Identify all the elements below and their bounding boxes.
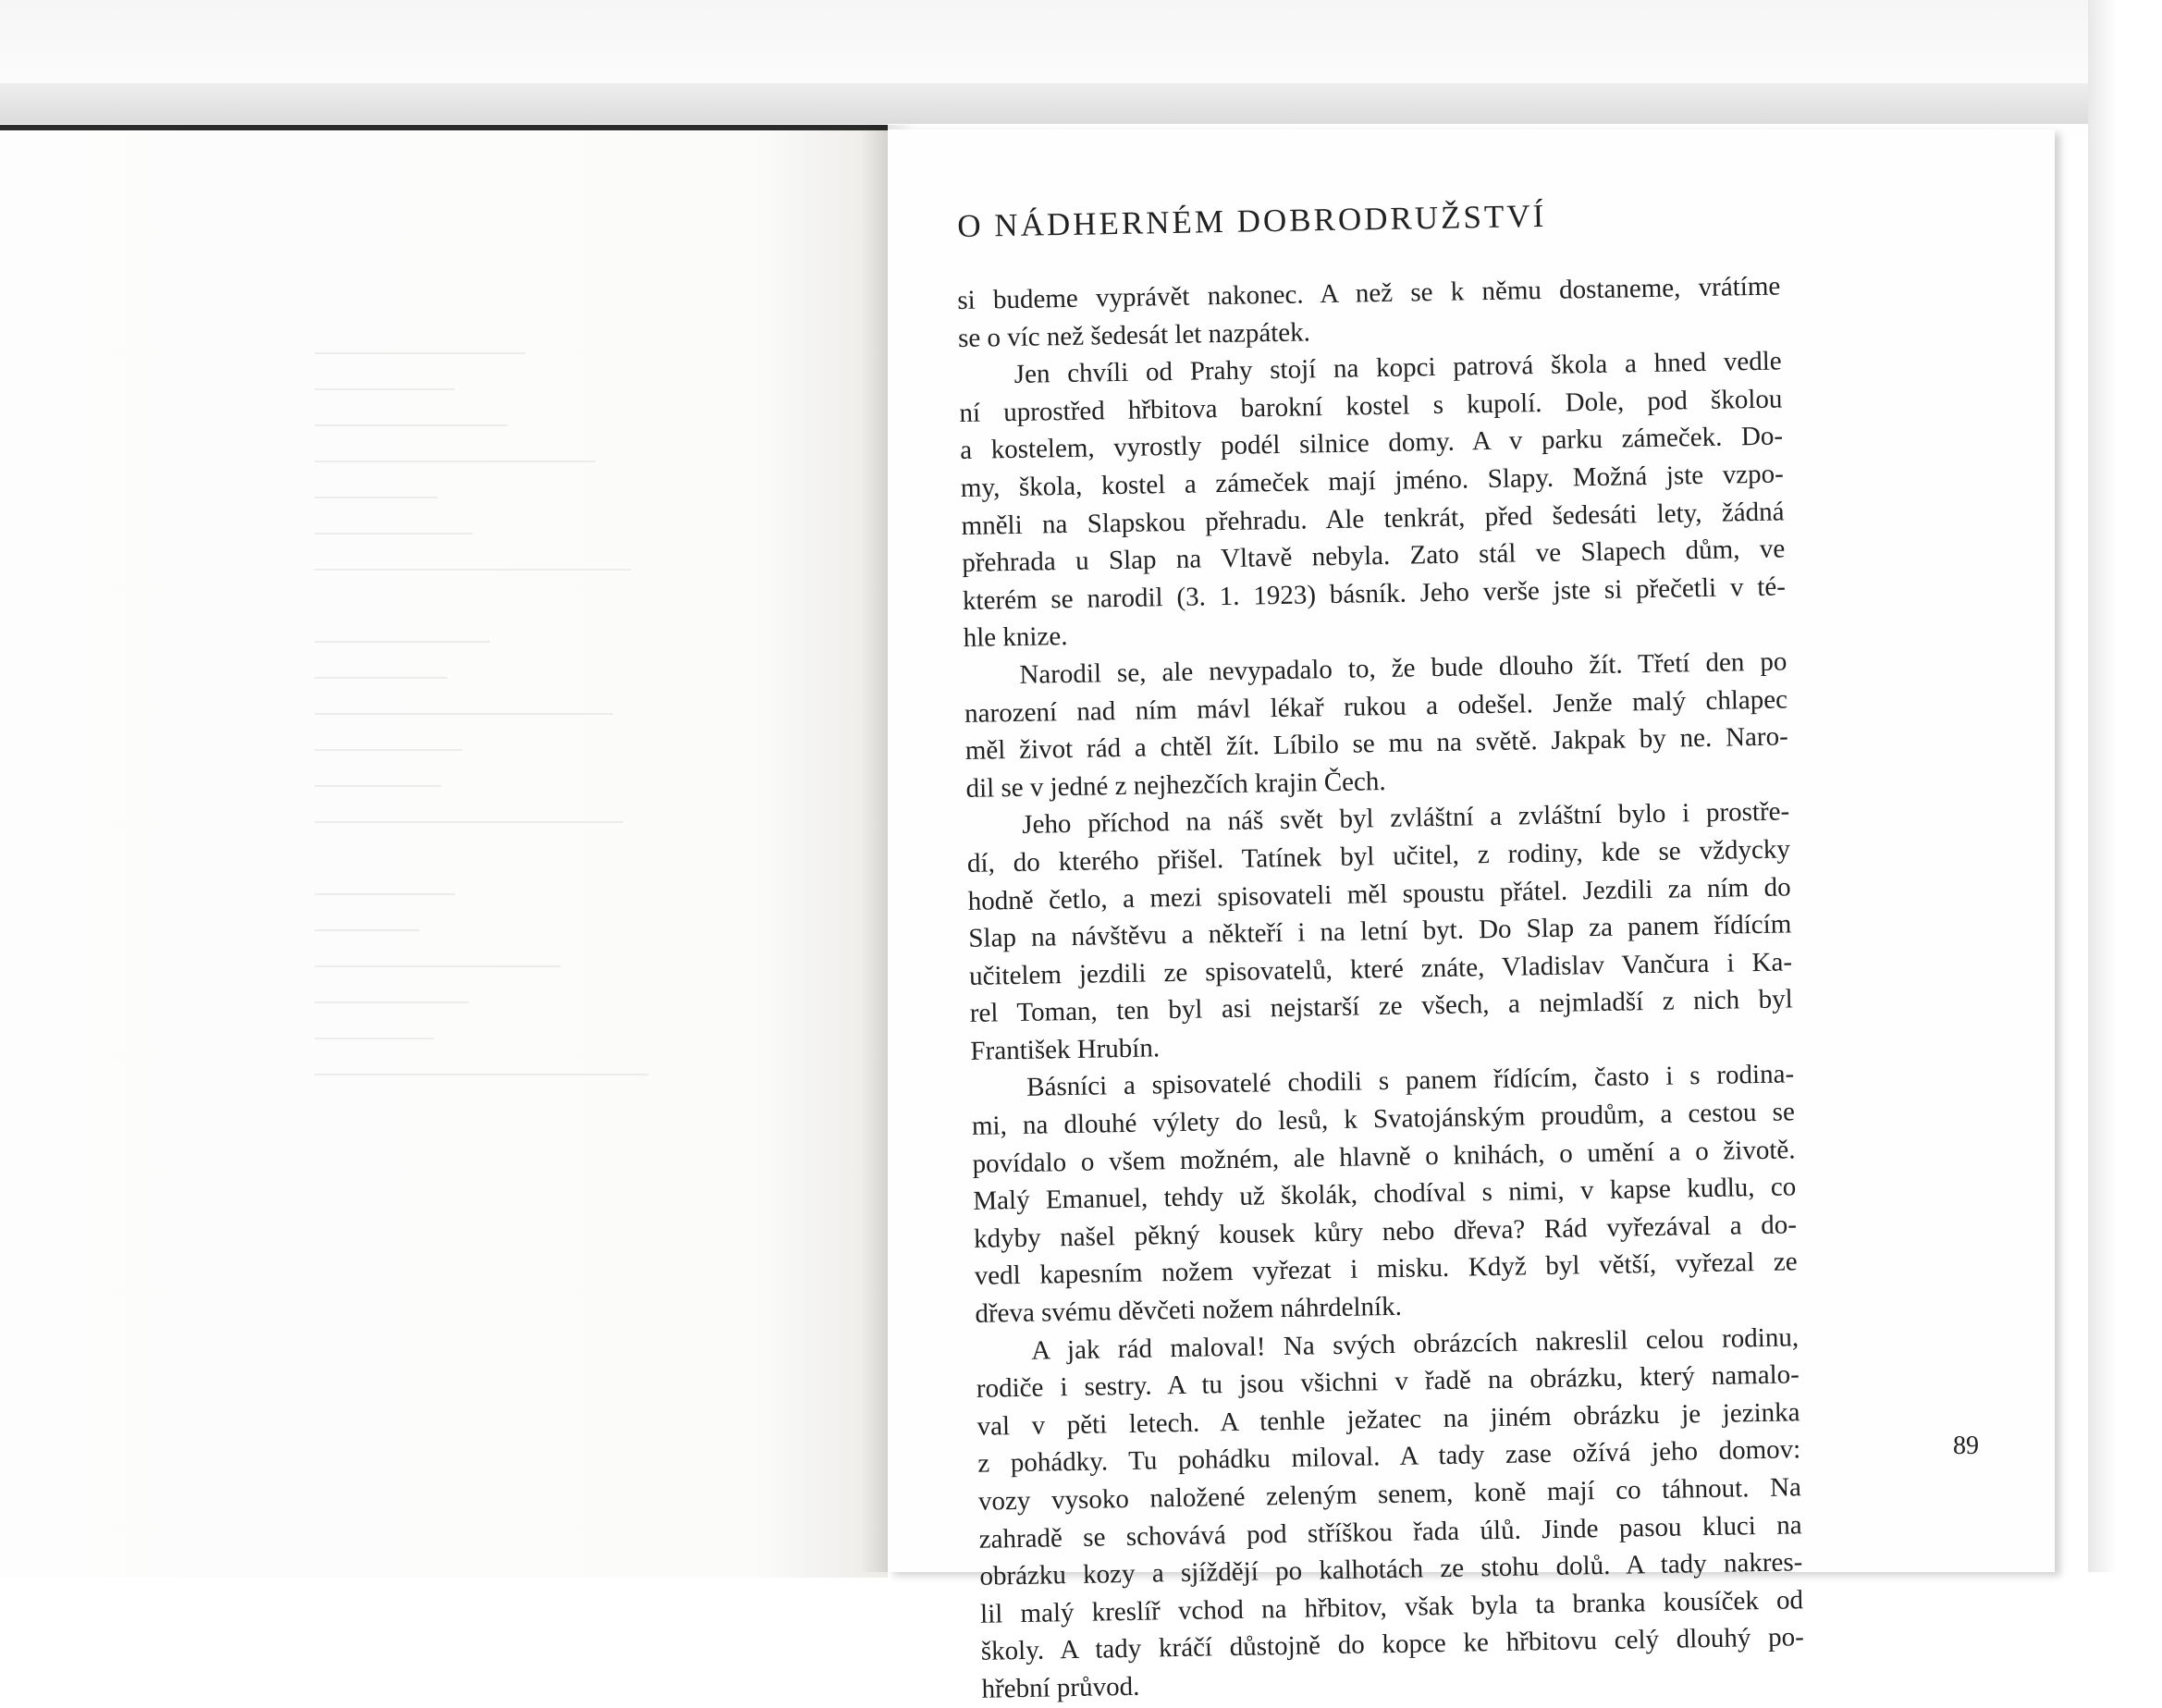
text-line: ní uprostřed hřbitova barokní kostel s kupolí. Dole, pod školou [959,384,1783,428]
book-cover-right-edge [2088,0,2162,1572]
text-line: přehrada u Slap na Vltavě nebyla. Zato stál ve Slapech dům, ve [962,534,1786,579]
text-line: školy. A tady kráčí důstojně do kopce ke hřbitovu celý dlouhý po- [980,1622,1804,1667]
text-line: se o víc než šedesát let nazpátek. [957,316,1311,353]
text-line: Slap na návštěvu a někteří i na letní byt. Do Slap za panem řídícím [968,909,1792,953]
text-line: val v pěti letech. A tenhle ježatec na jiném obrázku je jezinka [977,1397,1800,1442]
text-line: dil se v jedné z nejhezčích krajin Čech. [965,766,1386,804]
text-line: František Hrubín. [970,1033,1161,1066]
text-line: lil malý kreslíř vchod na hřbitov, však byla ta branka kousíček od [979,1585,1804,1629]
left-page [0,125,888,1578]
text-line: zahradě se schovává pod stříškou řada úlů. Jinde pasou kluci na [978,1509,1802,1554]
text-line: my, škola, kostel a zámeček mají jméno. Slapy. Možná jste vzpo- [960,459,1785,503]
text-line: narození nad ním mávl lékař rukou a odešel. Jenže malý chlapec [964,683,1788,729]
book-cover-top-edge [0,83,2162,124]
text-line: obrázku kozy a sjíždějí po kalhotách ze stohu dolů. A tady nakres- [979,1547,1803,1591]
text-line: povídalo o všem možném, ale hlavně o knihách, o umění a o životě. [972,1134,1796,1179]
text-line: dí, do kterého přišel. Tatínek byl učitel, z rodiny, kde se vždycky [966,834,1791,879]
text-line: hodně četlo, a mezi spisovateli měl spoustu přátel. Jezdili za ním do [967,871,1791,916]
text-line: Básníci a spisovatelé chodili s panem řídícím, často i s rodina- [1026,1059,1795,1103]
text-line: vozy vysoko naložené zeleným senem, koně mají co táhnout. Na [977,1472,1802,1517]
body-text [957,267,1805,1708]
text-line: Narodil se, ale nevypadalo to, že bude dlouho žít. Třetí den po [1019,646,1787,690]
text-line: mi, na dlouhé výlety do lesů, k Svatojánským proudům, a cestou se [971,1097,1796,1141]
text-line: mněli na Slapskou přehradu. Ale tenkrát, před šedesáti lety, žádná [961,496,1785,541]
text-line: si budeme vyprávět nakonec. A než se k němu dostaneme, vrátíme [957,271,1781,315]
text-line: rel Toman, ten byl asi nejstarší ze všech, a nejmladší z nich byl [969,984,1793,1029]
text-line: měl život rád a chtěl žít. Líbilo se mu na světě. Jakpak by ne. Naro- [964,721,1788,767]
text-line: vedl kapesním nožem vyřezat i misku. Když byl větší, vyřezal ze [974,1247,1798,1292]
text-line: kterém se narodil (3. 1. 1923) básník. Jeho verše jste si přečetli v té- [962,571,1787,616]
text-line: učitelem jezdili ze spisovatelů, které znáte, Vladislav Vančura i Ka- [968,947,1793,991]
text-line: hle knize. [963,621,1068,654]
text-line: Jeho příchod na náš svět byl zvláštní a zvláštní bylo i prostře- [1021,796,1790,841]
text-line: hřební průvod. [981,1671,1140,1704]
text-line: Jen chvíli od Prahy stojí na kopci patrová škola a hned vedle [1013,346,1782,390]
text-line: z pohádky. Tu pohádku miloval. A tady zase ožívá jeho domov: [977,1434,1801,1480]
text-line: a kostelem, vyrostly podél silnice domy. A v parku zámeček. Do- [959,421,1784,466]
text-line: A jak rád maloval! Na svých obrázcích nakreslil celou rodinu, [1030,1321,1800,1366]
text-line: kdyby našel pěkný kousek kůry nebo dřeva? Rád vyřezával a do- [973,1210,1798,1254]
show-through-text [314,352,666,1110]
text-line: Malý Emanuel, tehdy už školák, chodíval s nimi, v kapse kudlu, co [973,1172,1797,1217]
chapter-title: O NÁDHERNÉM DOBRODRUŽSTVÍ [957,197,1547,244]
text-line: dřeva svému děvčeti nožem náhrdelník. [975,1291,1403,1329]
text-line: rodiče i sestry. A tu jsou všichni v řadě na obrázku, který namalo- [976,1359,1800,1405]
page-number: 89 [1953,1432,1979,1460]
